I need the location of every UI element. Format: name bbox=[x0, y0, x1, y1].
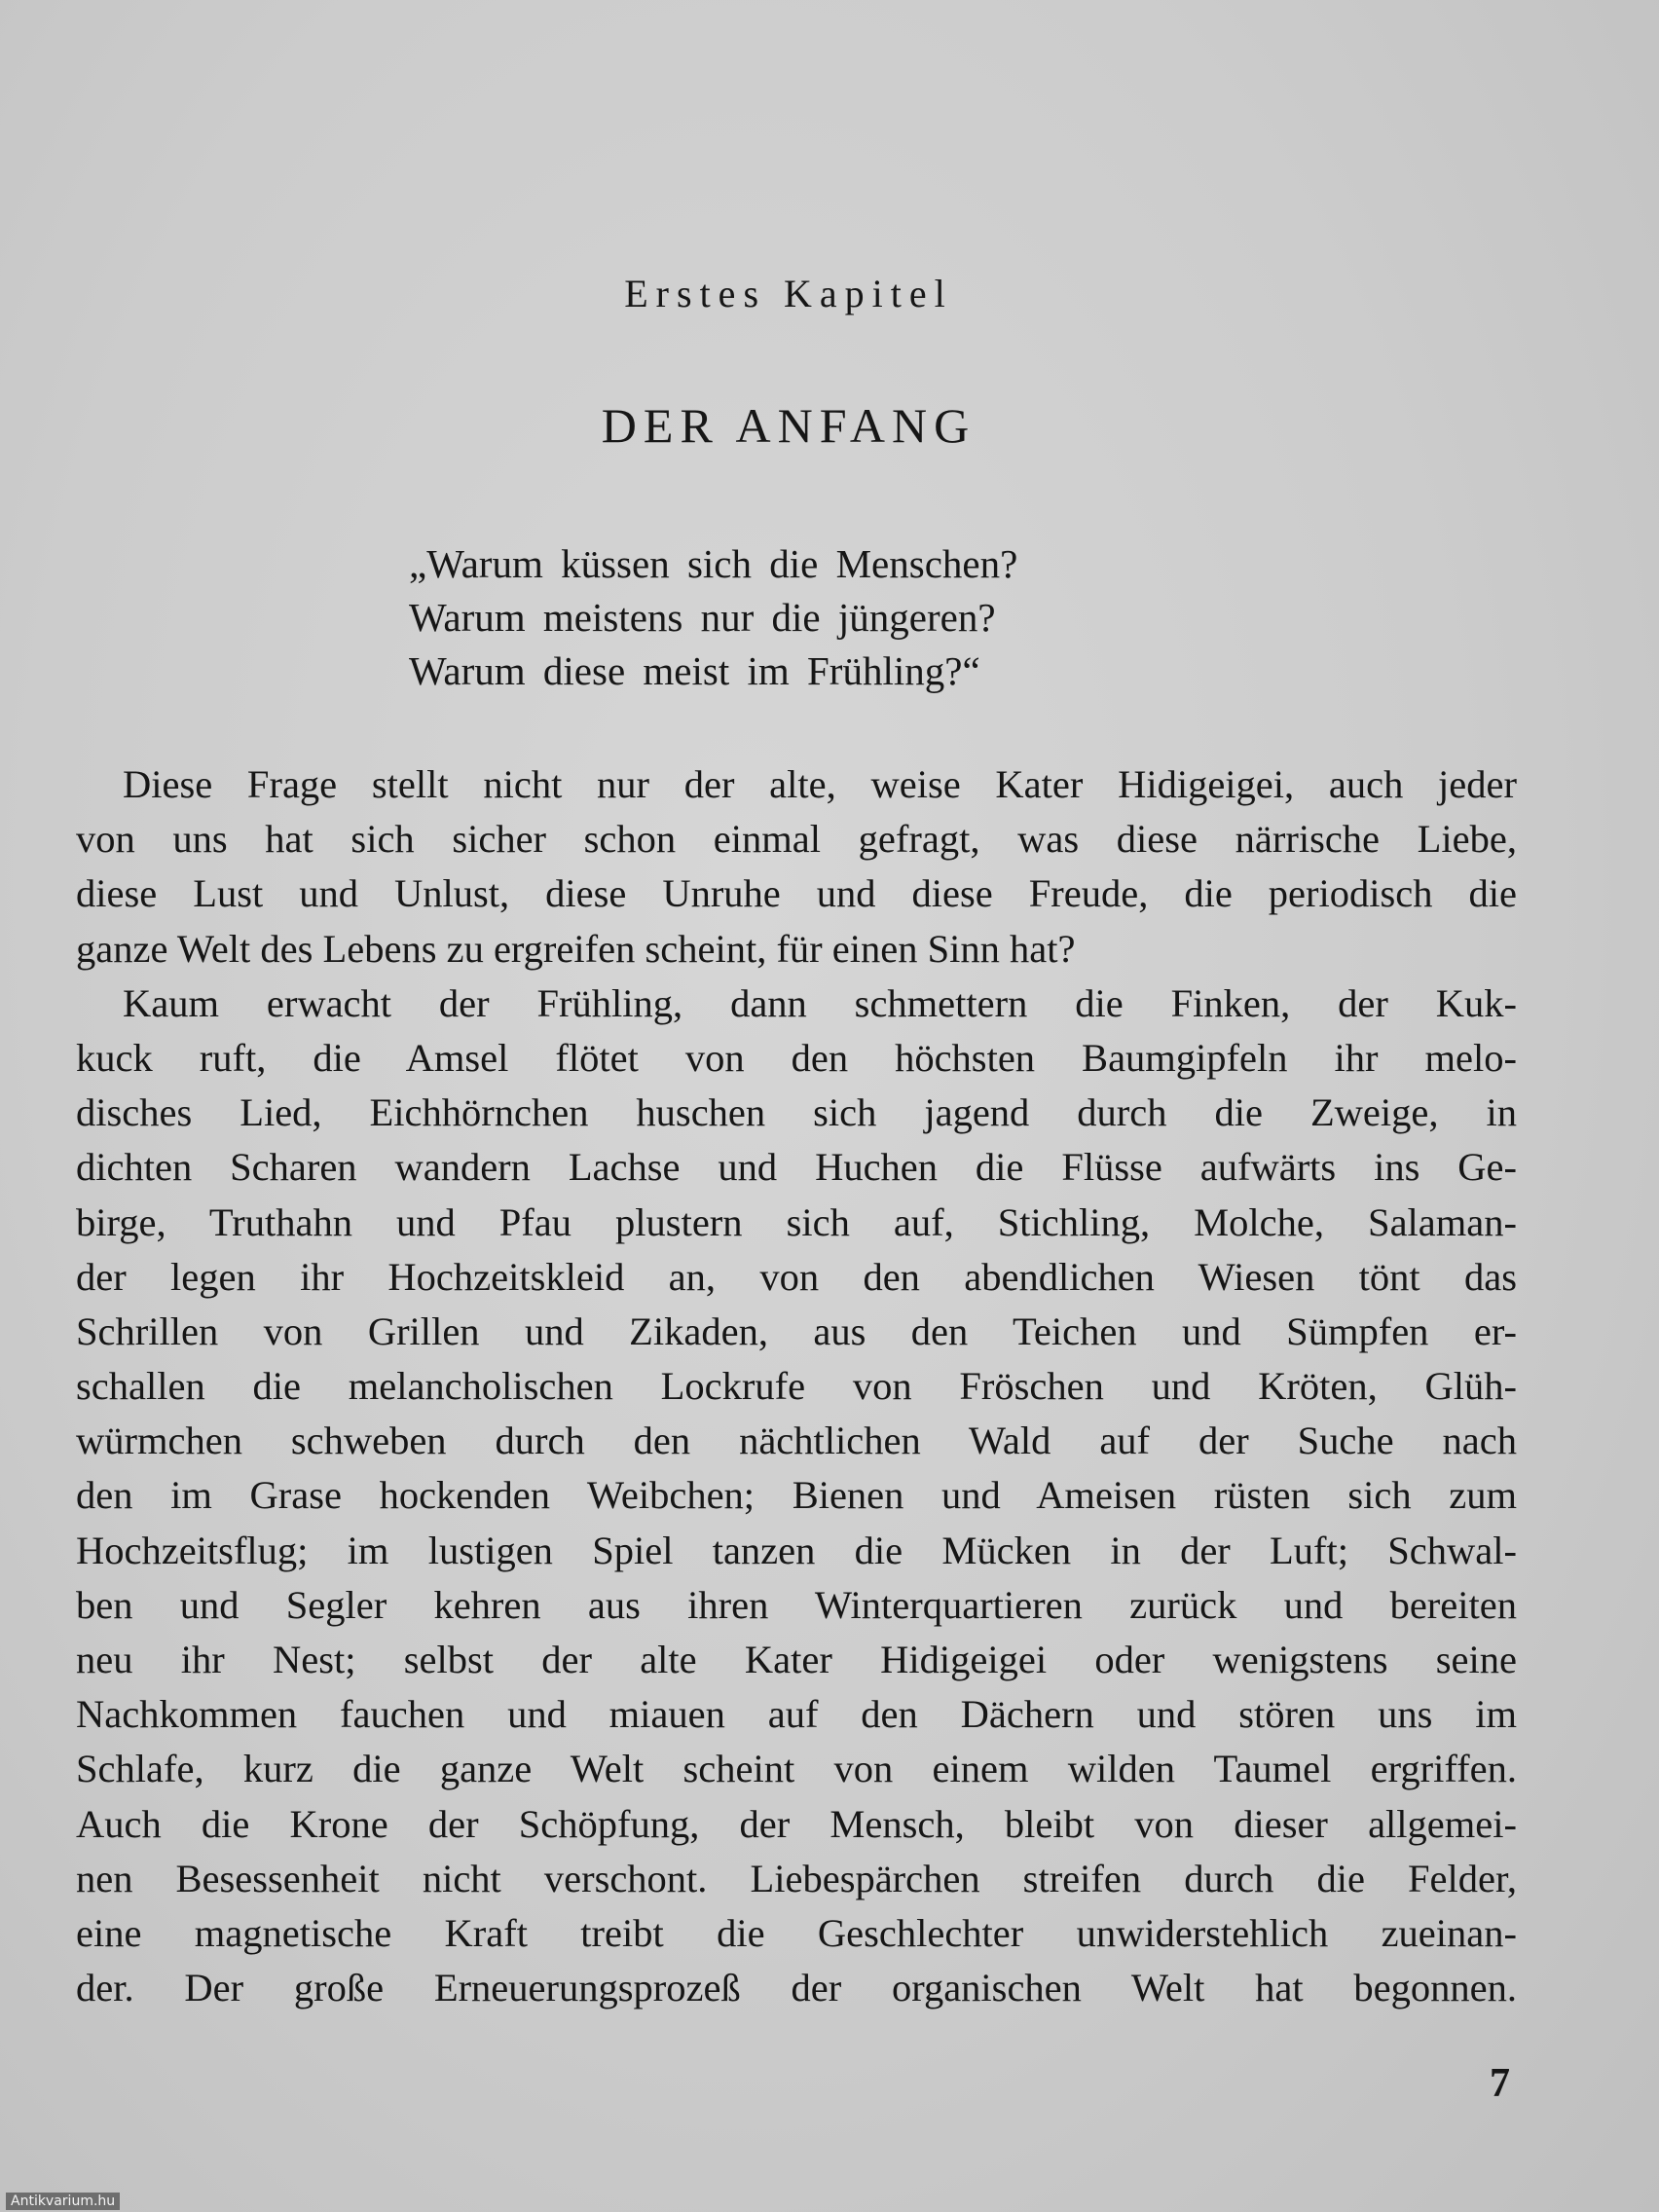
chapter-label: Erstes Kapitel bbox=[624, 272, 953, 315]
text-line: von uns hat sich sicher schon einmal gefragt, was diese närrische Liebe, bbox=[76, 817, 1517, 862]
text-line: Hochzeitsflug; im lustigen Spiel tanzen die Mücken in der Luft; Schwal- bbox=[76, 1528, 1517, 1572]
text-line: Schlafe, kurz die ganze Welt scheint von einem wilden Taumel ergriffen. bbox=[76, 1747, 1517, 1791]
text-line: ganze Welt des Lebens zu ergreifen scheint, für einen Sinn hat? bbox=[76, 926, 1076, 971]
text-line: eine magnetische Kraft treibt die Geschlechter unwiderstehlich zueinan- bbox=[76, 1910, 1517, 1955]
text-line: Kaum erwacht der Frühling, dann schmettern die Finken, der Kuk- bbox=[123, 980, 1517, 1025]
text-line: Diese Frage stellt nicht nur der alte, weise Kater Hidigeigei, auch jeder bbox=[123, 762, 1517, 806]
text-line: schallen die melancholischen Lockrufe von Fröschen und Kröten, Glüh- bbox=[76, 1364, 1517, 1409]
text-line: würmchen schweben durch den nächtlichen Wald auf der Suche nach bbox=[76, 1419, 1517, 1463]
text-line: Schrillen von Grillen und Zikaden, aus den Teichen und Sümpfen er- bbox=[76, 1309, 1517, 1353]
text-line: nen Besessenheit nicht verschont. Liebespärchen streifen durch die Felder, bbox=[76, 1856, 1517, 1900]
text-line: der legen ihr Hochzeitskleid an, von den abendlichen Wiesen tönt das bbox=[76, 1254, 1517, 1299]
watermark: Antikvarium.hu bbox=[6, 2193, 120, 2210]
text-line: den im Grase hockenden Weibchen; Bienen und Ameisen rüsten sich zum bbox=[76, 1473, 1517, 1518]
paragraph-1 bbox=[76, 757, 1517, 977]
body-text bbox=[76, 757, 1517, 2015]
chapter-title: DER ANFANG bbox=[601, 398, 977, 453]
epigraph bbox=[409, 537, 1285, 698]
epigraph-line: „Warum küssen sich die Menschen? bbox=[409, 541, 1018, 586]
text-line: disches Lied, Eichhörnchen huschen sich jagend durch die Zweige, in bbox=[76, 1090, 1517, 1135]
text-line: neu ihr Nest; selbst der alte Kater Hidigeigei oder wenigstens seine bbox=[76, 1638, 1517, 1681]
text-line: der. Der große Erneuerungsprozeß der organischen Welt hat begonnen. bbox=[76, 1966, 1517, 2010]
text-line: dichten Scharen wandern Lachse und Huchen die Flüsse aufwärts ins Ge- bbox=[76, 1145, 1517, 1190]
paragraph-2 bbox=[76, 977, 1517, 2016]
text-line: Nachkommen fauchen und miauen auf den Dächern und stören uns im bbox=[76, 1692, 1517, 1737]
epigraph-line: Warum diese meist im Frühling?“ bbox=[409, 648, 980, 693]
text-line: Auch die Krone der Schöpfung, der Mensch, bleibt von dieser allgemei- bbox=[76, 1801, 1517, 1846]
text-line: kuck ruft, die Amsel flötet von den höchsten Baumgipfeln ihr melo- bbox=[76, 1035, 1517, 1080]
text-line: diese Lust und Unlust, diese Unruhe und diese Freude, die periodisch die bbox=[76, 871, 1517, 916]
page-number: 7 bbox=[1490, 2061, 1510, 2106]
text-line: ben und Segler kehren aus ihren Winterquartieren zurück und bereiten bbox=[76, 1582, 1517, 1627]
epigraph-line: Warum meistens nur die jüngeren? bbox=[409, 595, 996, 640]
text-line: birge, Truthahn und Pfau plustern sich auf, Stichling, Molche, Salaman- bbox=[76, 1199, 1517, 1244]
